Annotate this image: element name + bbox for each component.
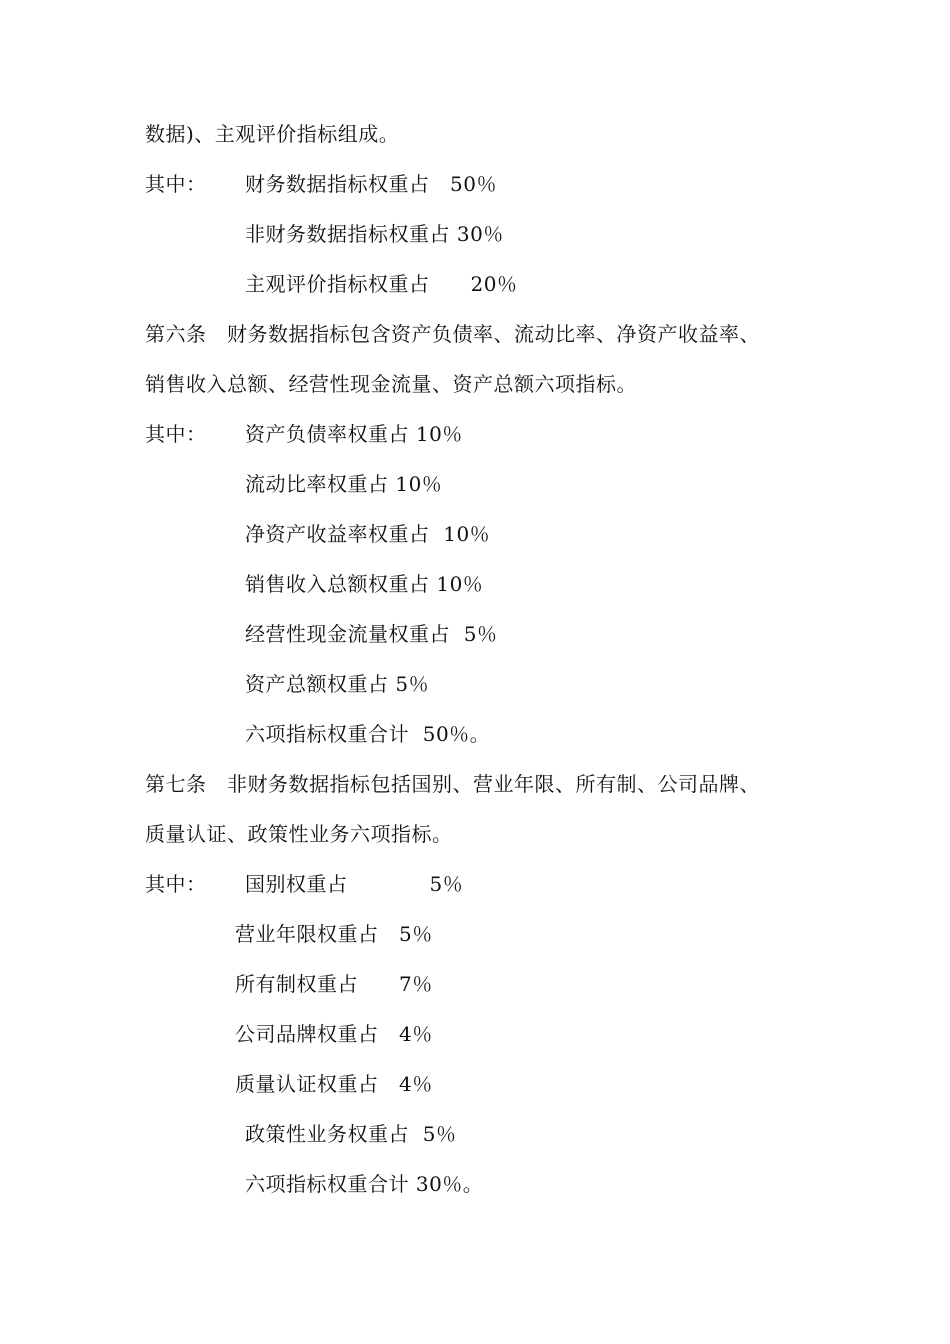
weight-line: 流动比率权重占 10％ [245, 472, 443, 496]
weight-line: 营业年限权重占 5％ [235, 922, 433, 946]
weight-total-line: 六项指标权重合计 50％。 [245, 722, 491, 746]
article-six-line: 第六条 财务数据指标包含资产负债率、流动比率、净资产收益率、 [145, 322, 760, 346]
weight-line: 资产负债率权重占 10％ [245, 422, 463, 446]
weight-line: 净资产收益率权重占 10％ [245, 522, 491, 546]
weight-line: 公司品牌权重占 4％ [235, 1022, 433, 1046]
label-qizhong: 其中： [145, 422, 207, 446]
weight-line: 销售收入总额权重占 10％ [245, 572, 484, 596]
weight-line: 质量认证权重占 4％ [235, 1072, 433, 1096]
weight-total-line: 六项指标权重合计 30％。 [245, 1172, 484, 1196]
paragraph-line: 质量认证、政策性业务六项指标。 [145, 822, 453, 846]
weight-line: 非财务数据指标权重占 30％ [245, 222, 504, 246]
weight-line: 所有制权重占 7％ [235, 972, 433, 996]
weight-line: 经营性现金流量权重占 5％ [245, 622, 498, 646]
weight-line: 资产总额权重占 5％ [245, 672, 430, 696]
paragraph-line: 数据)、主观评价指标组成。 [145, 122, 400, 146]
weight-line: 财务数据指标权重占 50％ [245, 172, 497, 196]
weight-line: 国别权重占 5％ [245, 872, 464, 896]
weight-line: 主观评价指标权重占 20％ [245, 272, 518, 296]
label-qizhong: 其中： [145, 172, 207, 196]
label-qizhong: 其中： [145, 872, 207, 896]
article-seven-line: 第七条 非财务数据指标包括国别、营业年限、所有制、公司品牌、 [145, 772, 760, 796]
weight-line: 政策性业务权重占 5％ [245, 1122, 457, 1146]
paragraph-line: 销售收入总额、经营性现金流量、资产总额六项指标。 [145, 372, 637, 396]
